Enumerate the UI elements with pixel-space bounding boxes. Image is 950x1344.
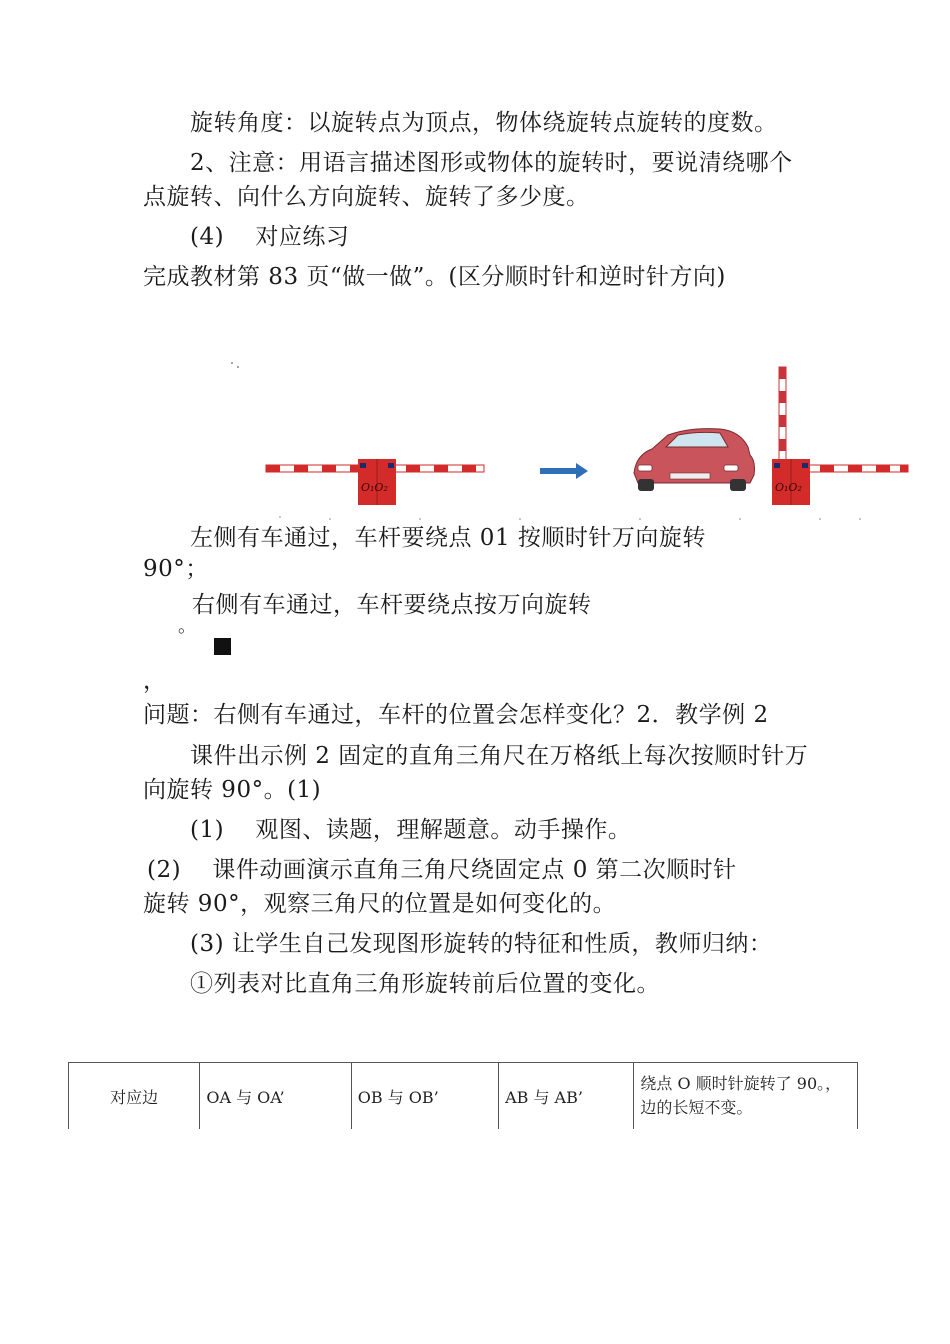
- text-line-16: 旋转 90°，观察三角尺的位置是如何变化的。: [143, 891, 617, 917]
- text-line-8: 右侧有车通过，车杆要绕点按万向旋转: [192, 592, 592, 618]
- text-line-4: (4) 对应练习: [190, 224, 350, 250]
- right-barrier-bar: [808, 465, 908, 472]
- text-line-2: 2、注意：用语言描述图形或物体的旋转时，要说清绕哪个: [190, 150, 793, 176]
- text-line-18: ①列表对比直角三角形旋转前后位置的变化。: [190, 971, 660, 997]
- table-cell: OA 与 OA’: [200, 1063, 351, 1130]
- barrier-gate-figure: [220, 355, 910, 525]
- text-line-14: (1) 观图、读题，理解题意。动手操作。: [190, 817, 632, 843]
- table-row: [69, 1063, 858, 1130]
- table-cell: 对应边: [69, 1063, 200, 1130]
- black-square-mark: [214, 638, 231, 655]
- text-line-9: 。: [178, 616, 197, 637]
- table-cell: AB 与 AB’: [499, 1063, 634, 1130]
- text-line-5: 完成教材第 83 页“做一做”。(区分顺时针和逆时针方向): [143, 264, 726, 290]
- text-line-3: 点旋转、向什么方向旋转、旋转了多少度。: [143, 184, 590, 210]
- scan-residue: [231, 362, 861, 520]
- text-line-13: 向旋转 90°。(1): [143, 777, 322, 803]
- text-line-11: 问题：右侧有车通过，车杆的位置会怎样变化？2．教学例 2: [143, 702, 769, 728]
- correspondence-table: [68, 1062, 858, 1129]
- table-cell: OB 与 OB’: [351, 1063, 498, 1130]
- text-line-17: (3) 让学生自己发现图形旋转的特征和性质，教师归纳：: [190, 931, 773, 957]
- car-icon: [634, 429, 755, 491]
- text-line-6: 左侧有车通过，车杆要绕点 01 按顺时针万向旋转: [190, 525, 706, 551]
- right-barrier-pole: [779, 367, 786, 463]
- table-cell: 绕点 O 顺时针旋转了 90。，边的长短不变。: [634, 1063, 858, 1130]
- text-line-7: 90°；: [143, 556, 209, 582]
- text-line-15: (2) 课件动画演示直角三角尺绕固定点 0 第二次顺时针: [147, 857, 737, 883]
- left-gate-label: O₁O₂: [361, 481, 388, 494]
- direction-arrow-icon: [540, 463, 588, 479]
- text-line-10: ，: [143, 668, 167, 694]
- text-line-1: 旋转角度：以旋转点为顶点，物体绕旋转点旋转的度数。: [190, 110, 778, 136]
- text-line-12: 课件出示例 2 固定的直角三角尺在万格纸上每次按顺时针万: [190, 743, 809, 769]
- right-gate-label: O₁O₂: [775, 481, 802, 494]
